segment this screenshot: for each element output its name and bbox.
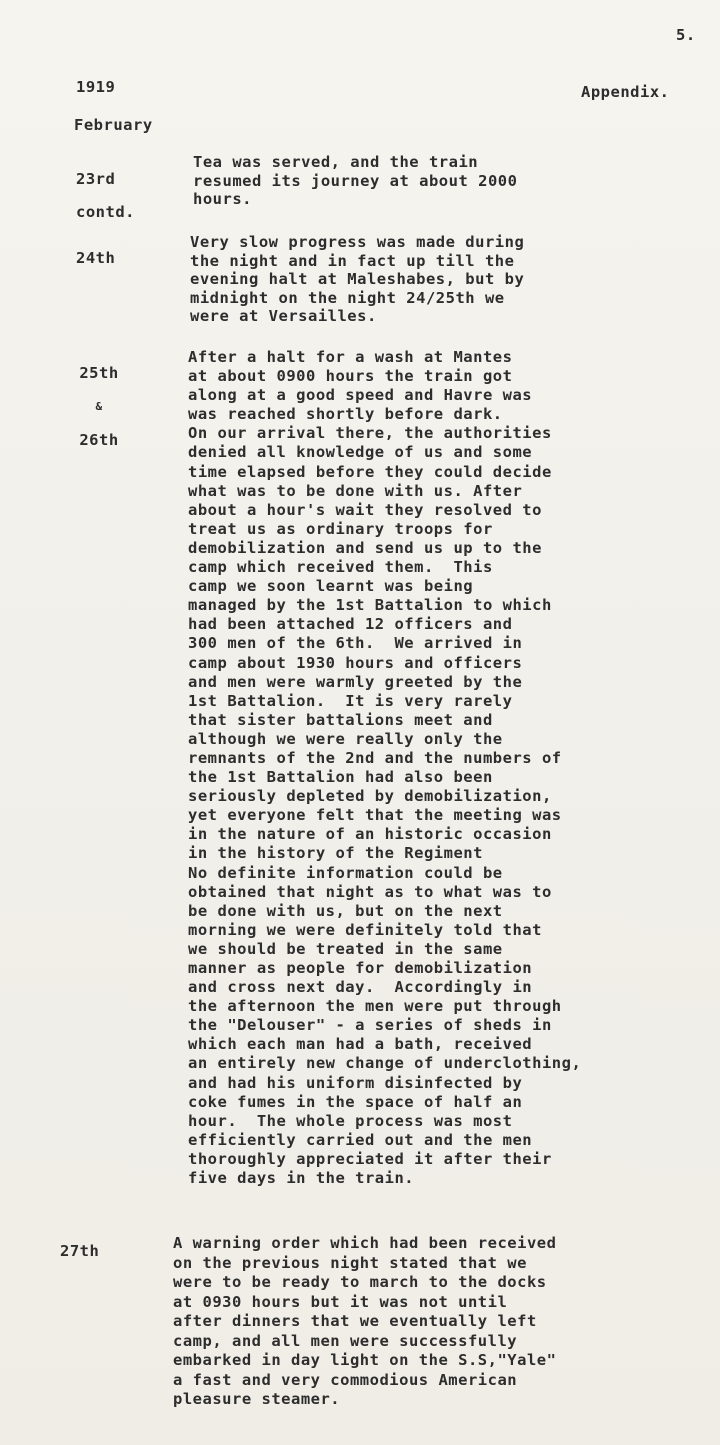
page-number: 5.: [676, 26, 696, 44]
entry-body: [193, 153, 653, 209]
text-line: time elapsed before they could decide: [188, 462, 552, 481]
text-line: morning we were definitely told that: [188, 920, 542, 939]
text-line: and cross next day. Accordingly in: [188, 978, 533, 997]
date-ampersand: &: [95, 399, 103, 413]
text-line: pleasure steamer.: [173, 1390, 341, 1408]
text-line: embarked in day light on the S.S,"Yale": [173, 1351, 557, 1369]
text-line: the 1st Battalion had also been: [188, 768, 493, 787]
text-line: 1st Battalion. It is very rarely: [188, 691, 513, 710]
text-line: in the nature of an historic occasion: [188, 825, 552, 844]
text-line: managed by the 1st Battalion to which: [188, 596, 552, 615]
text-line: remnants of the 2nd and the numbers of: [188, 748, 562, 767]
text-line: and men were warmly greeted by the: [188, 672, 523, 691]
text-line: obtained that night as to what was to: [188, 882, 552, 901]
text-line: coke fumes in the space of half an: [188, 1092, 523, 1111]
text-line: five days in the train.: [188, 1169, 415, 1188]
entry-date: [75, 346, 123, 467]
text-line: after dinners that we eventually left: [173, 1312, 537, 1330]
text-line: 300 men of the 6th. We arrived in: [188, 634, 523, 653]
date-line: 24th: [76, 249, 116, 267]
entry-body: [190, 233, 650, 326]
text-line: hours.: [193, 190, 252, 209]
text-line: were to be ready to march to the docks: [173, 1273, 547, 1291]
text-line: hour. The whole process was most: [188, 1111, 513, 1130]
text-line: manner as people for demobilization: [188, 959, 533, 977]
entry-date: [60, 1224, 99, 1279]
text-line: midnight on the night 24/25th we: [190, 288, 505, 307]
text-line: camp which received them. This: [188, 558, 493, 577]
text-line: the night and in fact up till the: [190, 251, 515, 270]
text-line: seriously depleted by demobilization,: [188, 787, 552, 806]
entry-body: [188, 348, 648, 1188]
month-heading: February: [74, 116, 153, 134]
text-line: an entirely new change of underclothing,: [188, 1054, 582, 1073]
date-line: 25th: [79, 364, 119, 382]
text-line: which each man had a bath, received: [188, 1035, 533, 1054]
text-line: at about 0900 hours the train got: [188, 367, 513, 386]
text-line: camp we soon learnt was being: [188, 577, 474, 596]
text-line: evening halt at Maleshabes, but by: [190, 270, 525, 289]
text-line: camp, and all men were successfully: [173, 1331, 518, 1350]
date-line: 27th: [60, 1242, 100, 1260]
text-line: denied all knowledge of us and some: [188, 443, 533, 462]
entry-body: [173, 1234, 633, 1410]
text-line: the afternoon the men were put through: [188, 997, 562, 1016]
text-line: about a hour's wait they resolved to: [188, 500, 542, 519]
year-heading: 1919: [76, 78, 116, 96]
text-line: and had his uniform disinfected by: [188, 1073, 523, 1092]
text-line: On our arrival there, the authorities: [188, 424, 552, 443]
date-line: 23rd: [76, 170, 116, 188]
text-line: resumed its journey at about 2000: [193, 171, 518, 190]
text-line: were at Versailles.: [190, 307, 377, 326]
text-line: in the history of the Regiment: [188, 844, 483, 863]
text-line: be done with us, but on the next: [188, 901, 503, 920]
text-line: efficiently carried out and the men: [188, 1130, 533, 1149]
text-line: we should be treated in the same: [188, 939, 503, 958]
text-line: although we were really only the: [188, 729, 503, 748]
text-line: treat us as ordinary troops for: [188, 519, 493, 538]
text-line: yet everyone felt that the meeting was: [188, 806, 562, 825]
entry-date: [76, 152, 135, 239]
text-line: had been attached 12 officers and: [188, 615, 513, 634]
text-line: that sister battalions meet and: [188, 710, 493, 729]
text-line: A warning order which had been received: [173, 1234, 557, 1252]
text-line: a fast and very commodious American: [173, 1370, 518, 1389]
text-line: camp about 1930 hours and officers: [188, 653, 523, 672]
text-line: the "Delouser" - a series of sheds in: [188, 1016, 552, 1035]
text-line: thoroughly appreciated it after their: [188, 1149, 552, 1168]
entry-date: [76, 231, 115, 286]
date-line: 26th: [79, 430, 119, 449]
text-line: Tea was served, and the train: [193, 153, 479, 171]
text-line: along at a good speed and Havre was: [188, 386, 533, 405]
text-line: what was to be done with us. After: [188, 481, 523, 500]
text-line: No definite information could be: [188, 863, 503, 882]
date-line: contd.: [76, 202, 135, 221]
appendix-label: Appendix.: [581, 83, 670, 101]
text-line: on the previous night stated that we: [173, 1253, 527, 1272]
text-line: Very slow progress was made during: [190, 233, 525, 251]
text-line: at 0930 hours but it was not until: [173, 1292, 508, 1311]
text-line: was reached shortly before dark.: [188, 405, 503, 424]
text-line: After a halt for a wash at Mantes: [188, 348, 513, 366]
text-line: demobilization and send us up to the: [188, 538, 542, 557]
